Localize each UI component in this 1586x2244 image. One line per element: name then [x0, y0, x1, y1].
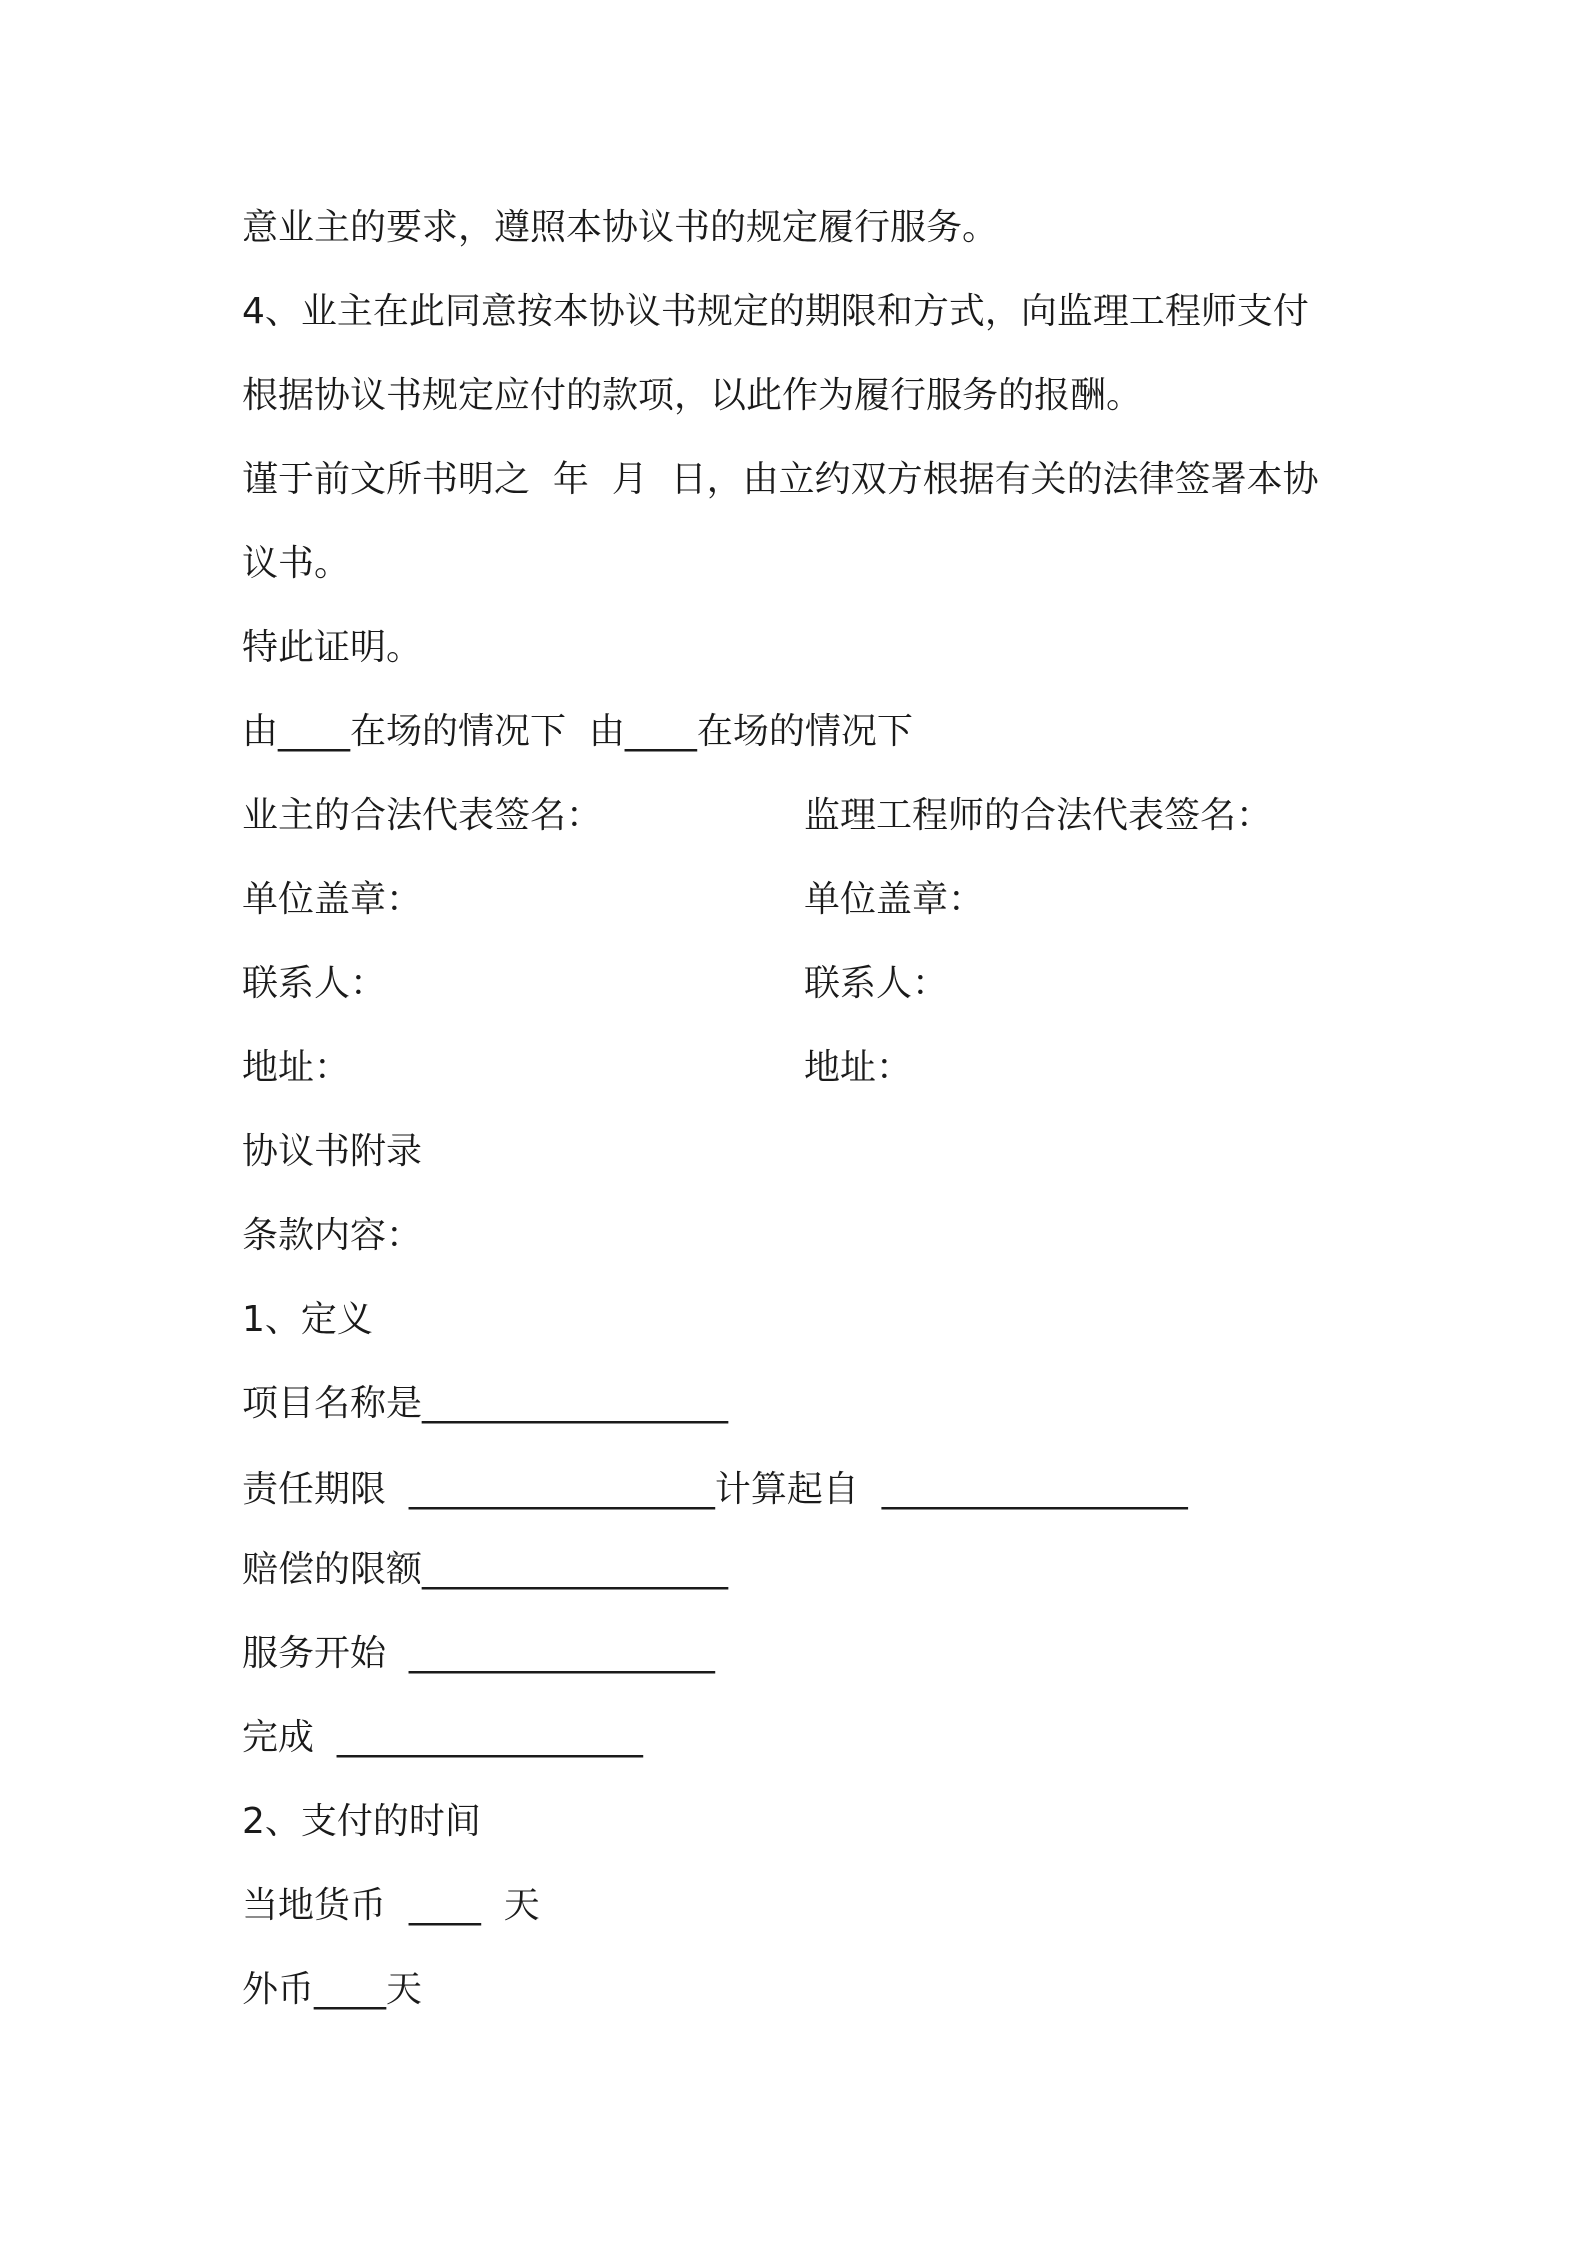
signing-date-line-1: 谨于前文所书明之 年 月 日，由立约双方根据有关的法律签署本协 — [242, 459, 1319, 500]
clause-4-line-1: 4、业主在此同意按本协议书规定的期限和方式，向监理工程师支付 — [242, 291, 1309, 332]
paragraph-continuation: 意业主的要求，遵照本协议书的规定履行服务。 — [242, 207, 999, 248]
owner-contact: 联系人： — [242, 963, 387, 1004]
clause-4-line-2: 根据协议书规定应付的款项，以此作为履行服务的报酬。 — [242, 375, 1143, 416]
certification-text: 特此证明。 — [242, 627, 423, 668]
compensation-limit-field: 赔偿的限额_________________ — [242, 1549, 729, 1590]
appendix-title: 协议书附录 — [242, 1131, 423, 1172]
liability-period-field: 责任期限 _________________计算起自 _________________ — [242, 1469, 1188, 1510]
foreign-currency-field: 外币____天 — [242, 1969, 423, 2010]
completion-field: 完成 _________________ — [242, 1717, 643, 1758]
local-currency-field: 当地货币 ____ 天 — [242, 1885, 540, 1926]
owner-seal: 单位盖章： — [242, 879, 423, 920]
service-start-field: 服务开始 _________________ — [242, 1633, 715, 1674]
witness-line: 由____在场的情况下 由____在场的情况下 — [242, 711, 913, 752]
project-name-field: 项目名称是_________________ — [242, 1383, 729, 1424]
engineer-seal: 单位盖章： — [804, 879, 985, 920]
engineer-representative-signature: 监理工程师的合法代表签名： — [804, 795, 1273, 836]
signing-date-line-2: 议书。 — [242, 543, 351, 584]
owner-representative-signature: 业主的合法代表签名： — [242, 795, 603, 836]
owner-address: 地址： — [242, 1047, 351, 1088]
terms-heading: 条款内容： — [242, 1215, 423, 1256]
engineer-contact: 联系人： — [804, 963, 949, 1004]
section-2-payment-time: 2、支付的时间 — [242, 1801, 481, 1842]
section-1-definitions: 1、定义 — [242, 1299, 373, 1340]
engineer-address: 地址： — [804, 1047, 913, 1088]
